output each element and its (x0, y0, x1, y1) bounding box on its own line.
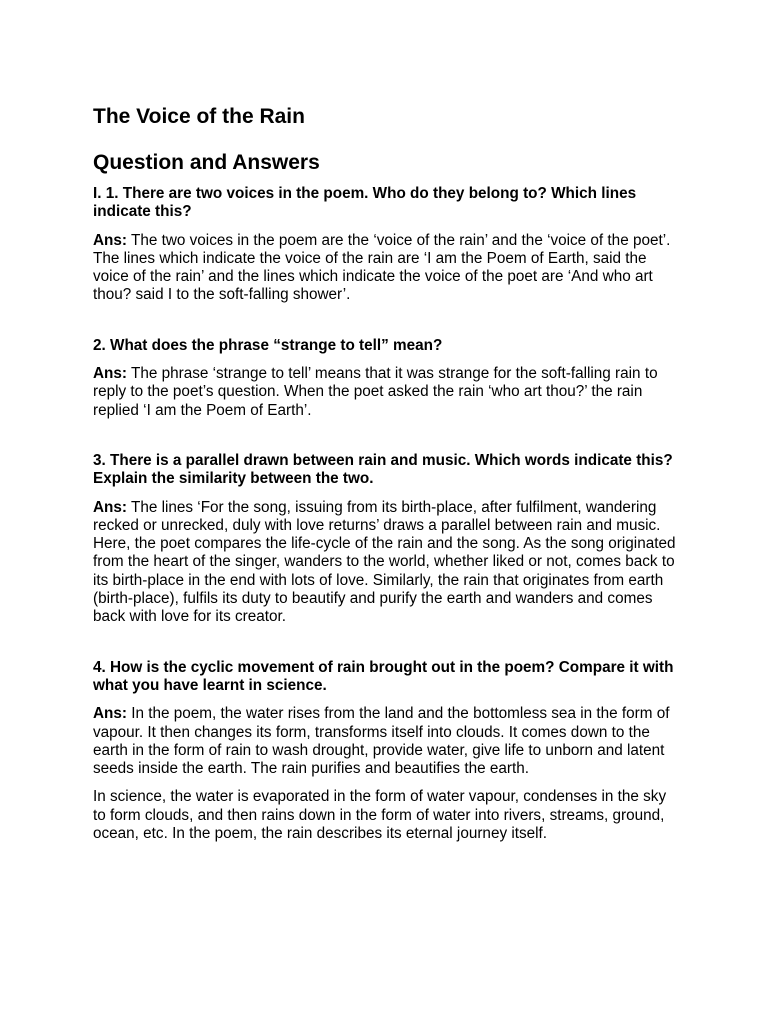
qa-block-1 (93, 185, 683, 305)
qa-block-4 (93, 659, 683, 844)
question-4: 4. How is the cyclic movement of rain brought out in the poem? Compare it with what you have learnt in science. (93, 658, 674, 694)
question-3: 3. There is a parallel drawn between rain and music. Which words indicate this? Explain the similarity between the two. (93, 451, 673, 488)
answer-label: Ans: (93, 705, 127, 723)
answer-3-text: The lines ‘For the song, issuing from its birth-place, after fulfilment, wandering recked or unrecked, duly with love returns’ draws a parallel between rain and music. Here, the poet compares the life-cycle of the rain and the song. As the song originated from the heart of the singer, wanders to the world, whether liked or not, comes back to its birth-place in the end with lots of love. Similarly, the rain that originates from earth (birth-place), fulfils its duty to beautify and purify the earth and wanders and comes back with love for its creator. (93, 498, 676, 626)
question-1: I. 1. There are two voices in the poem. Who do they belong to? Which lines indicate this? (93, 185, 637, 221)
qa-block-2 (93, 337, 683, 420)
answer-2-text: The phrase ‘strange to tell’ means that it was strange for the soft-falling rain to reply to the poet’s question. When the poet asked the rain ‘who art thou?’ the rain replied ‘I am the Poem of Earth’. (93, 365, 658, 419)
document-title: The Voice of the Rain (93, 105, 305, 128)
answer-2 (93, 365, 683, 420)
question-2: 2. What does the phrase “strange to tell” mean? (93, 336, 443, 354)
qa-block-3 (93, 452, 683, 627)
answer-label: Ans: (93, 231, 127, 249)
answer-4-science-paragraph: In science, the water is evaporated in the form of water vapour, condenses in the sky to form clouds, and then rains down in the form of water into rivers, streams, ground, ocean, etc. In the poem, the rain describes its eternal journey itself. (93, 788, 667, 843)
document-subtitle: Question and Answers (93, 151, 320, 174)
answer-3 (93, 499, 683, 627)
answer-label: Ans: (93, 498, 127, 516)
answer-1 (93, 232, 683, 305)
answer-label: Ans: (93, 365, 127, 383)
answer-1-text: The two voices in the poem are the ‘voice of the rain’ and the ‘voice of the poet’. The lines which indicate the voice of the rain are ‘I am the Poem of Earth, said the voice of the rain’ and the lines which indicate the voice of the poet are ‘And who art thou? said I to the soft-falling shower’. (93, 231, 671, 304)
answer-4 (93, 705, 683, 778)
document-page (93, 104, 683, 843)
answer-4-text: In the poem, the water rises from the land and the bottomless sea in the form of vapour. It then changes its form, transforms itself into clouds. It comes down to the earth in the form of rain to wash drought, provide water, give life to unborn and latent seeds inside the earth. The rain purifies and beautifies the earth. (93, 705, 670, 778)
